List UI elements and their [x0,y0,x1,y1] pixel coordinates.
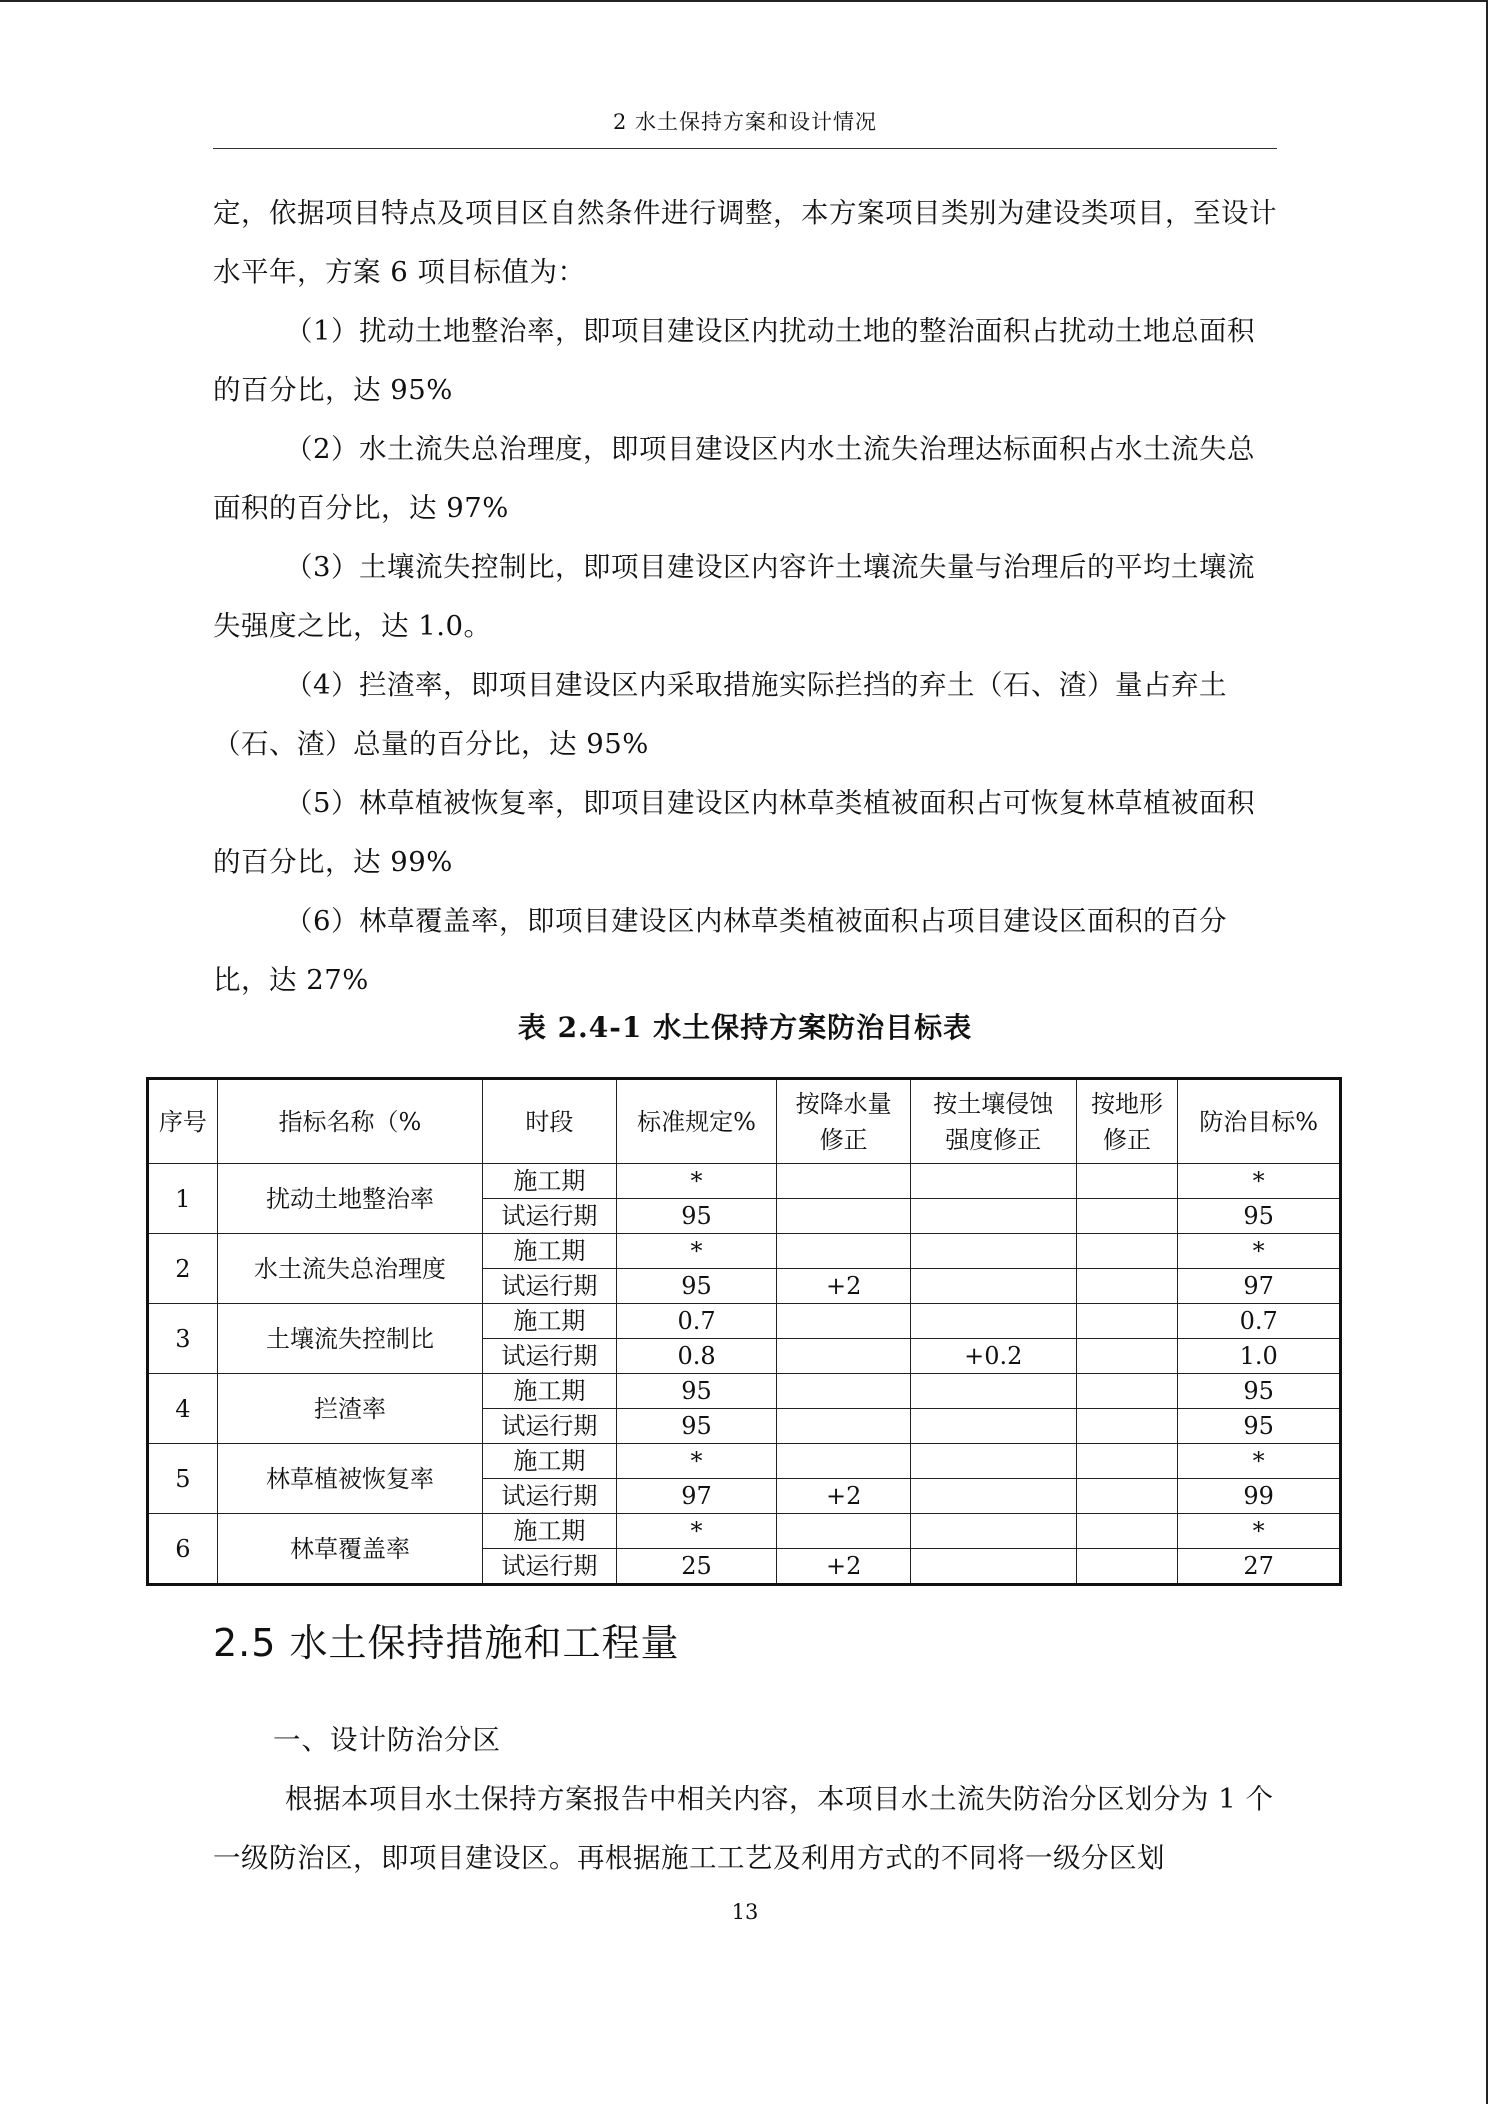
table-row [148,1374,1341,1409]
cell-terrain [1076,1444,1178,1479]
cell-rain [777,1304,911,1339]
cell-erosion [910,1164,1076,1199]
cell-period: 施工期 [483,1514,617,1549]
header-rain [777,1079,911,1164]
cell-erosion [910,1374,1076,1409]
header-erosion [910,1079,1076,1164]
cell-period: 试运行期 [483,1409,617,1444]
target-table [146,1077,1342,1586]
table-header-row [148,1079,1341,1164]
header-rain-line1: 按降水量 [795,1089,892,1118]
cell-terrain [1076,1549,1178,1585]
cell-erosion [910,1199,1076,1234]
page-number: 13 [731,1900,759,1924]
cell-erosion [910,1444,1076,1479]
header-erosion-line1: 按土壤侵蚀 [933,1089,1054,1118]
cell-seq: 4 [148,1374,218,1444]
cell-rain [777,1234,911,1269]
cell-target: 27 [1178,1549,1341,1585]
paragraph-target-2: （2）水土流失总治理度，即项目建设区内水土流失治理达标面积占水土流失总面积的百分比，达 97% [213,433,1255,524]
cell-target: 0.7 [1178,1304,1341,1339]
cell-terrain [1076,1199,1178,1234]
cell-target: 1.0 [1178,1339,1341,1374]
cell-standard: 95 [616,1409,777,1444]
header-rain-line2: 修正 [819,1125,868,1154]
cell-seq: 5 [148,1444,218,1514]
header-seq: 序号 [148,1079,218,1164]
cell-standard: * [616,1164,777,1199]
cell-seq: 3 [148,1304,218,1374]
cell-name: 林草覆盖率 [217,1514,482,1585]
header-name: 指标名称（% [217,1079,482,1164]
cell-standard: 95 [616,1199,777,1234]
cell-standard: * [616,1514,777,1549]
table-row [148,1444,1341,1479]
cell-rain: +2 [777,1479,911,1514]
header-rule [213,148,1277,149]
cell-standard: 25 [616,1549,777,1585]
cell-terrain [1076,1304,1178,1339]
cell-erosion [910,1304,1076,1339]
cell-period: 试运行期 [483,1199,617,1234]
cell-period: 施工期 [483,1444,617,1479]
cell-target: 95 [1178,1374,1341,1409]
cell-standard: 95 [616,1269,777,1304]
paragraph-target-1: （1）扰动土地整治率，即项目建设区内扰动土地的整治面积占扰动土地总面积的百分比，达 95% [213,315,1255,406]
cell-rain: +2 [777,1549,911,1585]
cell-terrain [1076,1234,1178,1269]
paragraph-intro: 定，依据项目特点及项目区自然条件进行调整，本方案项目类别为建设类项目，至设计水平年，方案 6 项目标值为： [213,197,1277,288]
cell-target: * [1178,1514,1341,1549]
cell-rain [777,1514,911,1549]
cell-target: * [1178,1164,1341,1199]
cell-terrain [1076,1409,1178,1444]
cell-terrain [1076,1269,1178,1304]
cell-erosion [910,1549,1076,1585]
cell-period: 施工期 [483,1374,617,1409]
cell-period: 施工期 [483,1164,617,1199]
cell-period: 试运行期 [483,1549,617,1585]
cell-standard: 95 [616,1374,777,1409]
cell-erosion [910,1479,1076,1514]
cell-rain [777,1339,911,1374]
cell-period: 试运行期 [483,1269,617,1304]
cell-name: 林草植被恢复率 [217,1444,482,1514]
cell-period: 试运行期 [483,1479,617,1514]
header-terrain-line2: 修正 [1102,1125,1151,1154]
sub-heading: 一、设计防治分区 [273,1724,501,1756]
cell-rain [777,1409,911,1444]
cell-target: * [1178,1444,1341,1479]
header-standard: 标准规定% [616,1079,777,1164]
paragraph-target-6: （6）林草覆盖率，即项目建设区内林草类植被面积占项目建设区面积的百分比，达 27% [213,905,1227,996]
cell-name: 拦渣率 [217,1374,482,1444]
cell-target: 99 [1178,1479,1341,1514]
cell-target: * [1178,1234,1341,1269]
cell-rain [777,1374,911,1409]
cell-standard: 97 [616,1479,777,1514]
paragraph-target-4: （4）拦渣率，即项目建设区内采取措施实际拦挡的弃土（石、渣）量占弃土（石、渣）总量的百分比，达 95% [213,669,1227,760]
cell-terrain [1076,1479,1178,1514]
cell-target: 95 [1178,1409,1341,1444]
cell-erosion [910,1234,1076,1269]
header-erosion-line2: 强度修正 [945,1125,1042,1154]
cell-rain: +2 [777,1269,911,1304]
cell-period: 试运行期 [483,1339,617,1374]
cell-terrain [1076,1339,1178,1374]
table-row [148,1164,1341,1199]
cell-rain [777,1164,911,1199]
header-period: 时段 [483,1079,617,1164]
cell-standard: 0.8 [616,1339,777,1374]
body-text-section [213,1770,1277,1888]
header-terrain [1076,1079,1178,1164]
cell-seq: 2 [148,1234,218,1304]
cell-target: 95 [1178,1199,1341,1234]
cell-standard: * [616,1444,777,1479]
cell-seq: 1 [148,1164,218,1234]
table-row [148,1304,1341,1339]
table-row [148,1234,1341,1269]
cell-terrain [1076,1514,1178,1549]
cell-standard: 0.7 [616,1304,777,1339]
running-header: 2 水土保持方案和设计情况 [612,110,878,134]
cell-name: 水土流失总治理度 [217,1234,482,1304]
cell-seq: 6 [148,1514,218,1585]
cell-rain [777,1444,911,1479]
cell-period: 施工期 [483,1234,617,1269]
cell-period: 施工期 [483,1304,617,1339]
cell-standard: * [616,1234,777,1269]
header-target: 防治目标% [1178,1079,1341,1164]
cell-terrain [1076,1164,1178,1199]
header-terrain-line1: 按地形 [1090,1089,1163,1118]
cell-erosion [910,1269,1076,1304]
paragraph-target-5: （5）林草植被恢复率，即项目建设区内林草类植被面积占可恢复林草植被面积的百分比，达 99% [213,787,1255,878]
cell-target: 97 [1178,1269,1341,1304]
paragraph-target-3: （3）土壤流失控制比，即项目建设区内容许土壤流失量与治理后的平均土壤流失强度之比，达 1.0。 [213,551,1255,642]
table-row [148,1514,1341,1549]
cell-rain [777,1199,911,1234]
cell-erosion [910,1514,1076,1549]
table-caption: 表 2.4-1 水土保持方案防治目标表 [517,1011,973,1044]
section-heading: 2.5 水土保持措施和工程量 [213,1621,680,1665]
cell-erosion: +0.2 [910,1339,1076,1374]
paragraph-zoning: 根据本项目水土保持方案报告中相关内容，本项目水土流失防治分区划分为 1 个一级防治区，即项目建设区。再根据施工工艺及利用方式的不同将一级分区划 [213,1783,1274,1874]
body-text [213,184,1277,1010]
cell-name: 扰动土地整治率 [217,1164,482,1234]
cell-name: 土壤流失控制比 [217,1304,482,1374]
cell-erosion [910,1409,1076,1444]
cell-terrain [1076,1374,1178,1409]
